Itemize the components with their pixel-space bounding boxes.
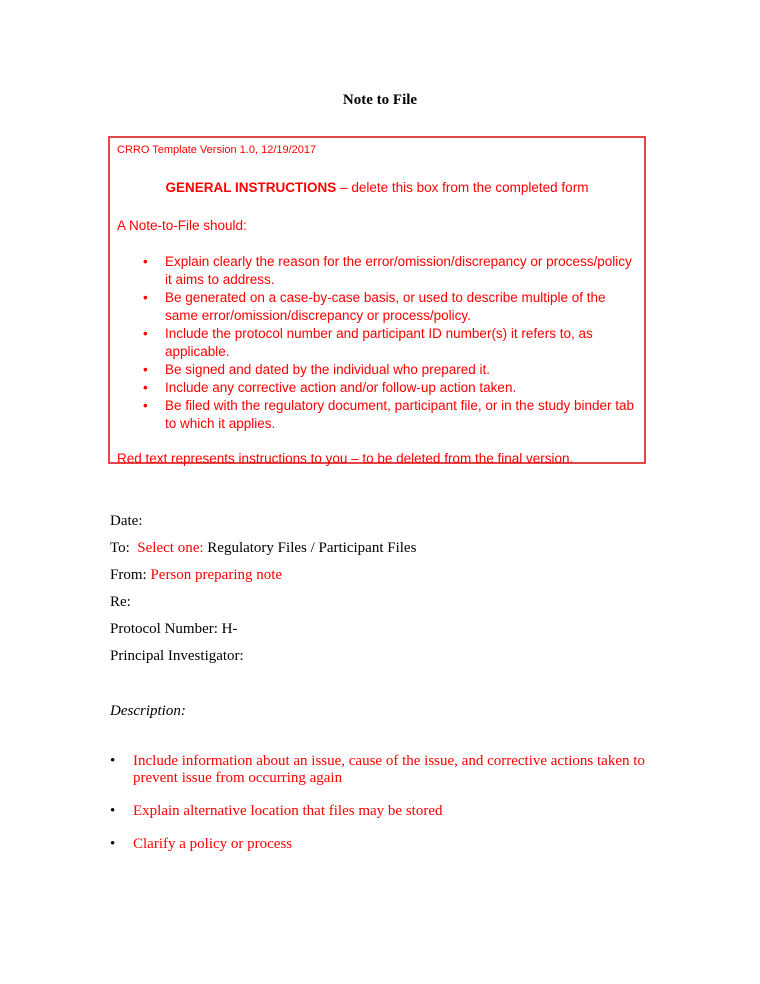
instructions-heading (117, 179, 637, 197)
description-list (110, 753, 650, 869)
instructions-list (117, 253, 637, 433)
instruction-item: • Be filed with the regulatory document, participant file, or in the study binder tab to which it applies. (165, 397, 637, 433)
pi-field (110, 647, 416, 665)
description-item: • Explain alternative location that files may be stored (110, 803, 650, 820)
re-label: Re: (110, 594, 131, 610)
description-label: Description: (110, 703, 186, 719)
re-field (110, 593, 416, 611)
description-item: • Clarify a policy or process (110, 836, 650, 853)
instructions-heading-bold: GENERAL INSTRUCTIONS (165, 180, 337, 195)
protocol-label: Protocol Number: H- (110, 621, 238, 637)
instructions-footnote: Red text represents instructions to you – to be deleted from the final version. (117, 451, 574, 466)
date-field (110, 512, 416, 530)
instructions-intro: A Note-to-File should: (117, 218, 247, 233)
template-version: CRRO Template Version 1.0, 12/19/2017 (117, 144, 317, 156)
instruction-item: • Explain clearly the reason for the error/omission/discrepancy or process/policy it aims to address. (165, 253, 637, 289)
pi-label: Principal Investigator: (110, 648, 244, 664)
protocol-field (110, 620, 416, 638)
instructions-box (108, 136, 646, 464)
instruction-item: • Be generated on a case-by-case basis, or used to describe multiple of the same error/omission/discrepancy or process/policy. (165, 289, 637, 325)
instruction-item: • Include any corrective action and/or follow-up action taken. (165, 379, 637, 397)
instruction-item: • Include the protocol number and participant ID number(s) it refers to, as applicable. (165, 325, 637, 361)
instruction-item: • Be signed and dated by the individual who prepared it. (165, 361, 637, 379)
from-value: Person preparing note (150, 567, 283, 583)
to-label: To: (110, 540, 130, 556)
description-item: • Include information about an issue, cause of the issue, and corrective actions taken to prevent issue from occurring again (110, 753, 650, 787)
to-field (110, 539, 416, 557)
from-label: From: (110, 567, 147, 583)
instructions-heading-rest: – delete this box from the completed form (336, 180, 589, 195)
from-field (110, 566, 416, 584)
to-select-instruction: Select one: (137, 540, 204, 556)
to-options: Regulatory Files / Participant Files (207, 540, 417, 556)
document-title: Note to File (342, 92, 418, 108)
note-fields (110, 512, 416, 674)
date-label: Date: (110, 513, 143, 529)
